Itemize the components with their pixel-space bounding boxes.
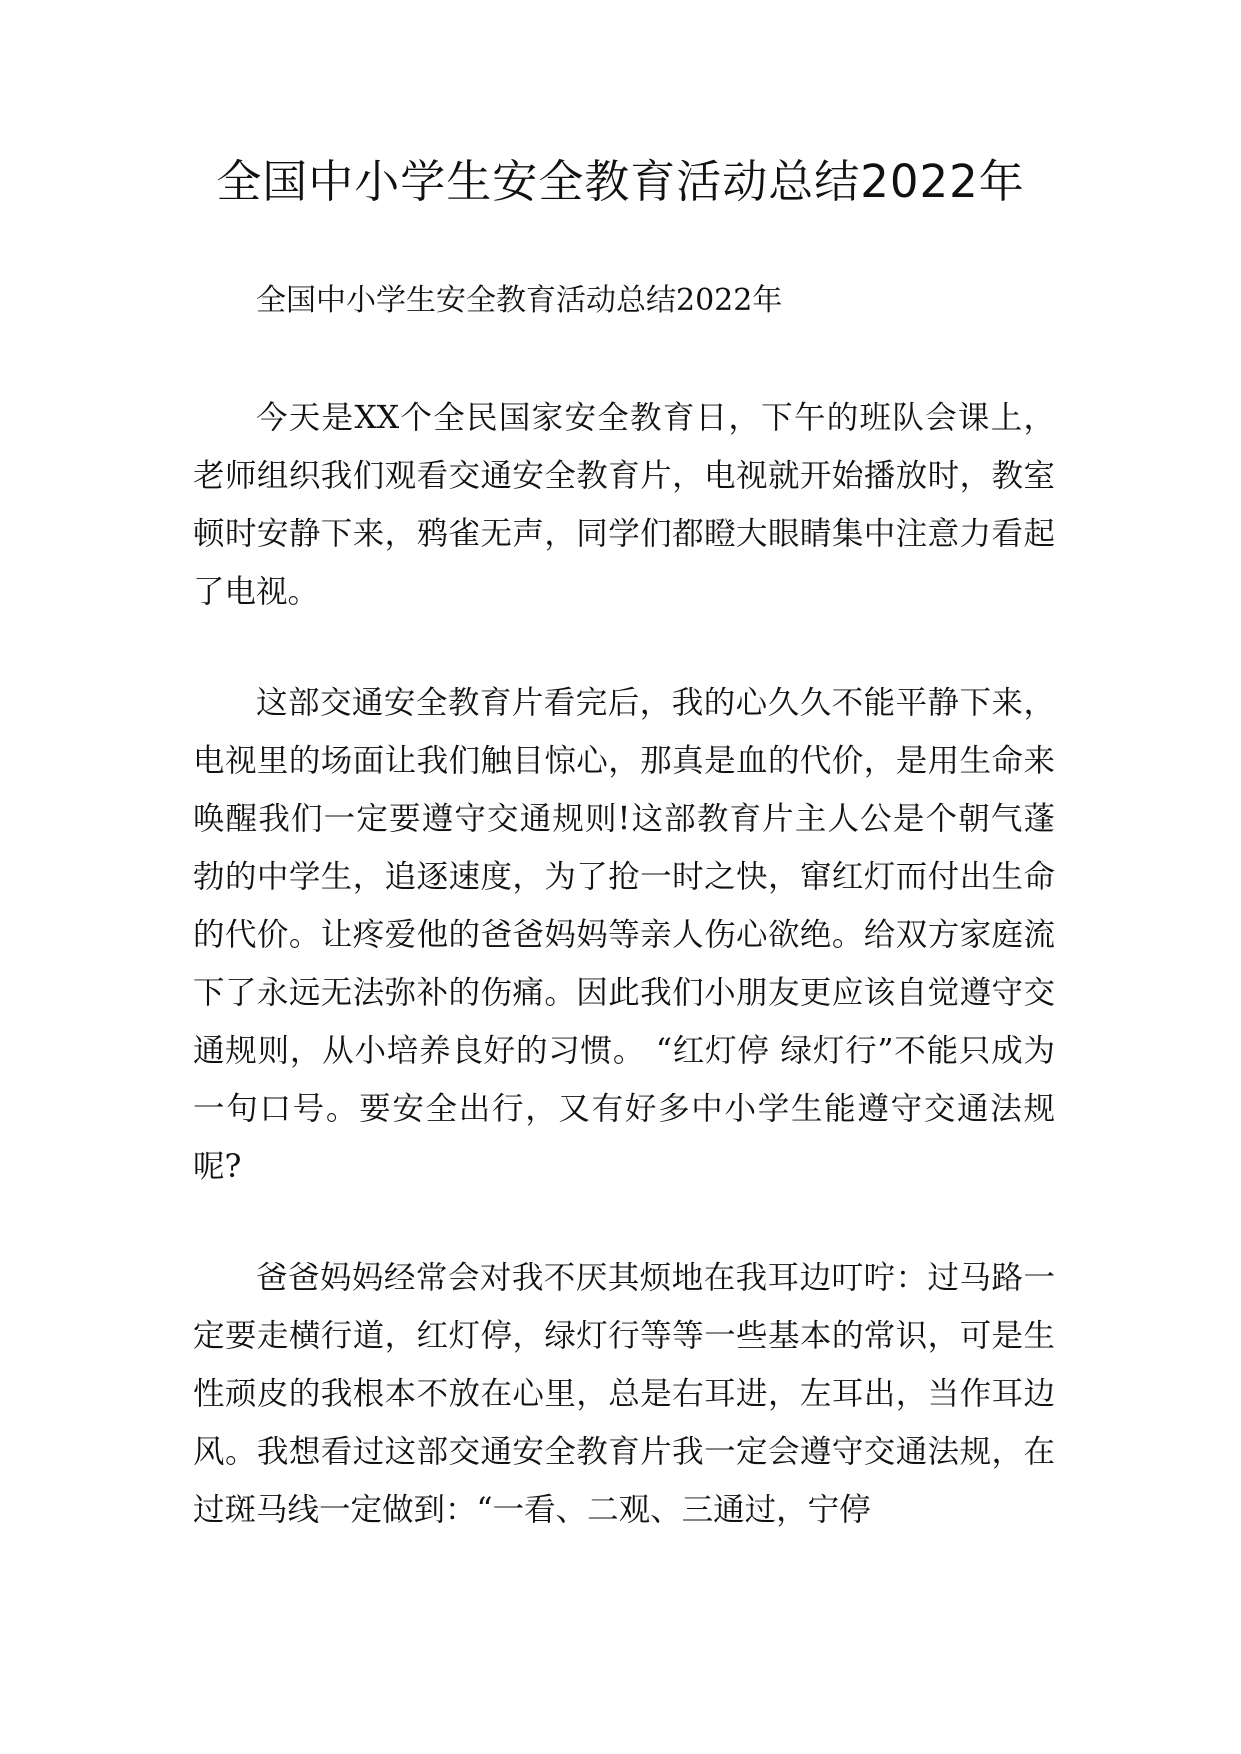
paragraph-1: 今天是XX个全民国家安全教育日，下午的班队会课上，老师组织我们观看交通安全教育片，电视就开始播放时，教室顿时安静下来，鸦雀无声，同学们都瞪大眼睛集中注意力看起了电视。 xyxy=(193,400,1055,610)
document-title: 全国中小学生安全教育活动总结2022年 xyxy=(216,155,1025,208)
spacer xyxy=(193,330,1055,389)
spacer xyxy=(193,1196,1055,1249)
paragraph-2: 这部交通安全教育片看完后，我的心久久不能平静下来，电视里的场面让我们触目惊心，那真是血的代价，是用生命来唤醒我们一定要遵守交通规则!这部教育片主人公是个朝气蓬勃的中学生，追逐速度，为了抢一时之快，窜红灯而付出生命的代价。让疼爱他的爸爸妈妈等亲人伤心欲绝。给双方家庭流下了永远无法弥补的伤痛。因此我们小朋友更应该自觉遵守交通规则，从小培养良好的习惯。 “红灯停 绿灯行”不能只成为一句口号。要安全出行，又有好多中小学生能遵守交通法规呢? xyxy=(193,685,1055,1185)
document-body xyxy=(193,272,1055,1539)
document-subtitle: 全国中小学生安全教育活动总结2022年 xyxy=(256,283,783,318)
spacer xyxy=(193,621,1055,674)
paragraph-3: 爸爸妈妈经常会对我不厌其烦地在我耳边叮咛：过马路一定要走横行道，红灯停，绿灯行等等一些基本的常识，可是生性顽皮的我根本不放在心里，总是右耳进，左耳出，当作耳边风。我想看过这部交通安全教育片我一定会遵守交通法规，在过斑马线一定做到：“一看、二观、三通过，宁停 xyxy=(193,1260,1055,1528)
